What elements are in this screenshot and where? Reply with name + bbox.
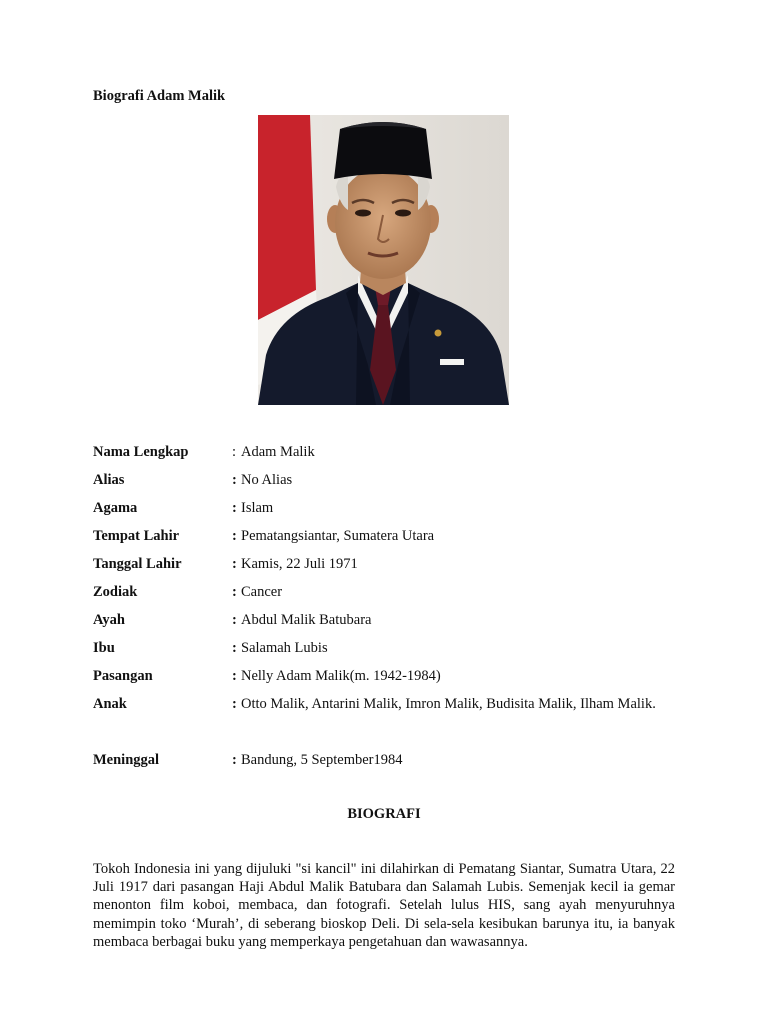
profile-value: Adam Malik <box>241 444 315 460</box>
profile-table <box>93 443 693 779</box>
portrait-illustration <box>258 115 509 405</box>
profile-colon: : <box>232 472 237 488</box>
profile-value: Otto Malik, Antarini Malik, Imron Malik, Budisita Malik, Ilham Malik. <box>241 696 656 712</box>
profile-label: Meninggal <box>93 752 160 768</box>
profile-colon: : <box>232 668 237 684</box>
profile-value: Kamis, 22 Juli 1971 <box>241 556 358 572</box>
biography-heading: BIOGRAFI <box>347 806 421 822</box>
profile-value: Salamah Lubis <box>241 640 328 656</box>
profile-value: No Alias <box>241 472 293 488</box>
pocket-square <box>440 359 464 365</box>
document-title: Biografi Adam Malik <box>93 88 226 104</box>
profile-row-meninggal <box>93 751 693 779</box>
profile-colon: : <box>232 528 237 544</box>
profile-colon: : <box>232 444 237 460</box>
profile-colon: : <box>232 640 237 656</box>
profile-label: Tempat Lahir <box>93 528 180 544</box>
profile-value: Islam <box>241 500 274 516</box>
face <box>335 167 431 279</box>
profile-row-anak <box>93 695 693 751</box>
flag-red <box>258 115 316 320</box>
profile-colon: : <box>232 696 237 712</box>
profile-value: Pematangsiantar, Sumatera Utara <box>241 528 435 544</box>
portrait-photo <box>258 115 509 405</box>
profile-value: Cancer <box>241 584 283 600</box>
profile-value: Abdul Malik Batubara <box>241 612 372 628</box>
profile-colon: : <box>232 752 237 768</box>
profile-label: Ibu <box>93 640 115 656</box>
profile-colon: : <box>232 612 237 628</box>
profile-colon: : <box>232 584 237 600</box>
profile-label: Agama <box>93 500 138 516</box>
profile-value: Bandung, 5 September1984 <box>241 752 403 768</box>
profile-colon: : <box>232 500 237 516</box>
profile-label: Zodiak <box>93 584 138 600</box>
profile-label: Ayah <box>93 612 125 628</box>
lapel-pin <box>435 330 442 337</box>
peci-hat <box>334 122 432 179</box>
profile-label: Alias <box>93 472 125 488</box>
profile-label: Tanggal Lahir <box>93 556 182 572</box>
profile-label: Nama Lengkap <box>93 444 189 460</box>
profile-label: Pasangan <box>93 668 153 684</box>
profile-value: Nelly Adam Malik(m. 1942-1984) <box>241 668 441 684</box>
profile-colon: : <box>232 556 237 572</box>
profile-label: Anak <box>93 696 127 712</box>
biography-paragraph: Tokoh Indonesia ini yang dijuluki "si kancil" ini dilahirkan di Pematang Siantar, Sumatra Utara, 22 Juli 1917 dari pasangan Haji Abdul Malik Batubara dan Salamah Lubis. Semenjak kecil ia gemar menonton film koboi, membaca, dan fotografi. Setelah lulus HIS, sang ayah menyuruhnya memimpin toko ‘Murah’, di seberang bioskop Deli. Di sela-sela kesibukan barunya itu, ia banyak membaca berbagai buku yang memperkaya pengetahuan dan wawasannya. <box>93 861 675 950</box>
